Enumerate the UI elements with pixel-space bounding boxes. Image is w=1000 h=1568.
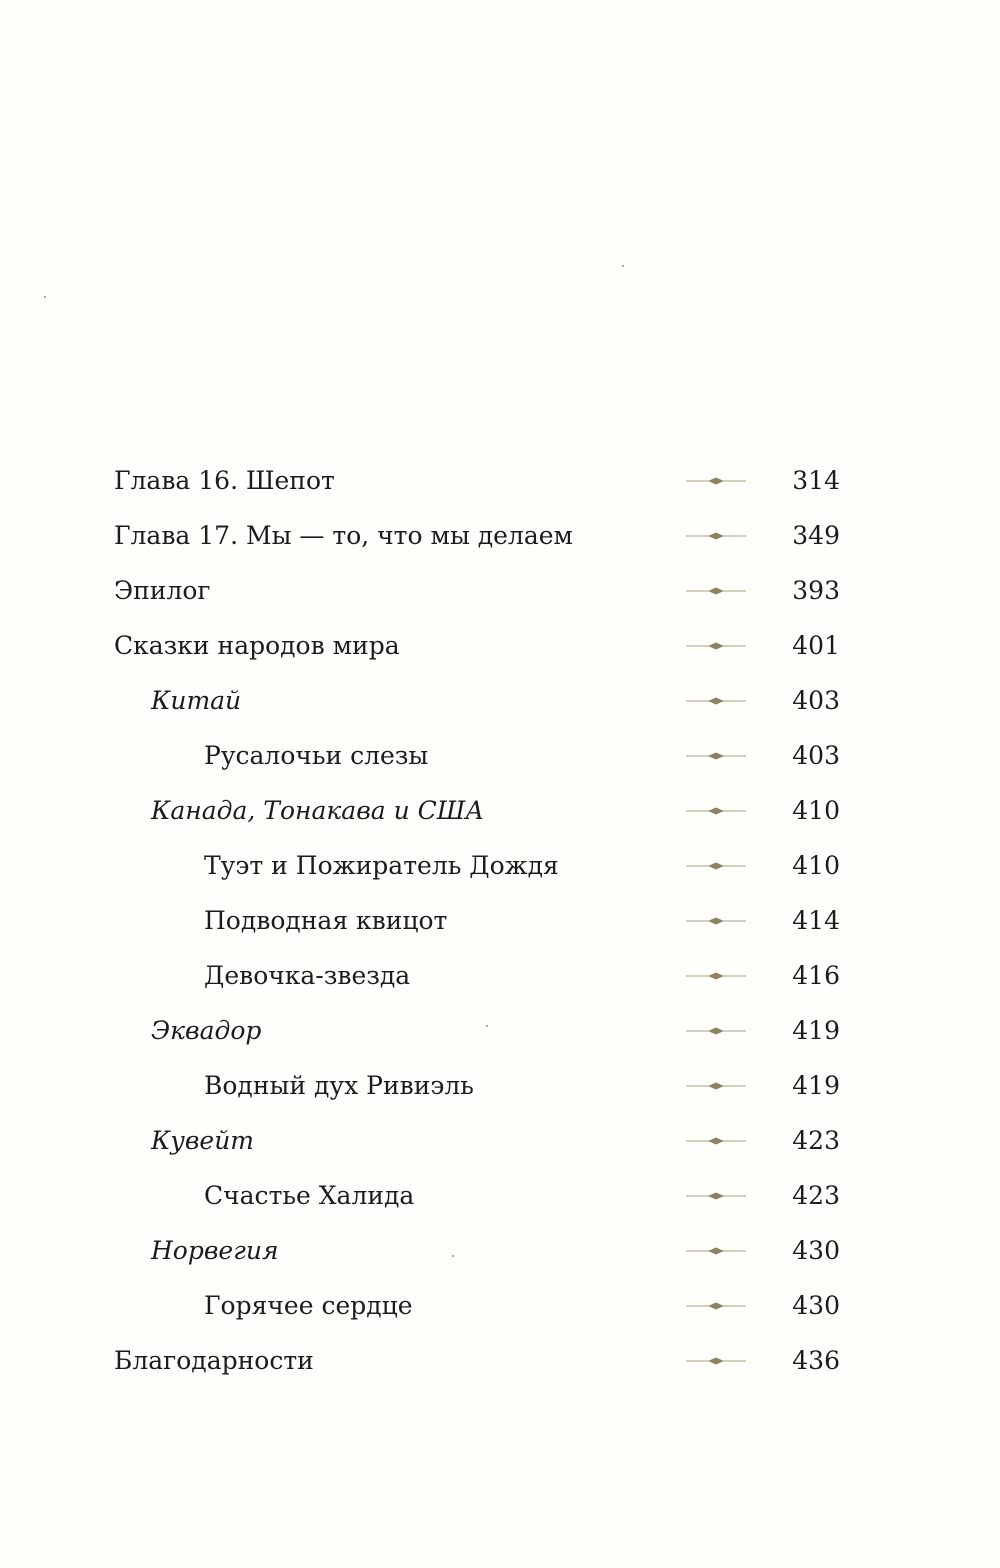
toc-entry-page-number: 436 (792, 1346, 840, 1375)
diamond-flourish-icon (686, 751, 746, 761)
toc-entry-page-number: 393 (792, 576, 840, 605)
toc-entry-page-number: 416 (792, 961, 840, 990)
toc-entry-page-number: 423 (792, 1181, 840, 1210)
diamond-flourish-icon (686, 641, 746, 651)
diamond-flourish-icon (686, 861, 746, 871)
toc-entry-page-number: 419 (792, 1071, 840, 1100)
toc-entry[interactable] (0, 1280, 1000, 1335)
toc-entry-title: Эпилог (114, 576, 211, 605)
toc-entry-title: Русалочьи слезы (204, 741, 429, 770)
toc-entry-page-number: 314 (792, 466, 840, 495)
toc-entry[interactable] (0, 950, 1000, 1005)
table-of-contents (0, 455, 1000, 1390)
toc-entry-page-number: 410 (792, 796, 840, 825)
diamond-flourish-icon (686, 1246, 746, 1256)
diamond-flourish-icon (686, 531, 746, 541)
toc-entry-title: Кувейт (151, 1126, 255, 1155)
toc-entry-title: Девочка-звезда (204, 961, 411, 990)
toc-entry-page-number: 419 (792, 1016, 840, 1045)
toc-entry-title: Подводная квицот (204, 906, 448, 935)
diamond-flourish-icon (686, 916, 746, 926)
toc-entry[interactable] (0, 730, 1000, 785)
toc-entry[interactable] (0, 1170, 1000, 1225)
toc-entry[interactable] (0, 1335, 1000, 1390)
paper-speck (44, 296, 46, 298)
toc-entry-page-number: 403 (792, 686, 840, 715)
toc-entry-title: Глава 17. Мы — то, что мы делаем (114, 521, 573, 550)
toc-entry[interactable] (0, 840, 1000, 895)
toc-entry-page-number: 410 (792, 851, 840, 880)
toc-entry-page-number: 423 (792, 1126, 840, 1155)
toc-entry[interactable] (0, 565, 1000, 620)
toc-entry-title: Норвегия (151, 1236, 279, 1265)
diamond-flourish-icon (686, 806, 746, 816)
toc-entry-page-number: 414 (792, 906, 840, 935)
toc-entry[interactable] (0, 1005, 1000, 1060)
toc-entry[interactable] (0, 1115, 1000, 1170)
diamond-flourish-icon (686, 586, 746, 596)
toc-entry-title: Благодарности (114, 1346, 314, 1375)
toc-entry[interactable] (0, 510, 1000, 565)
toc-entry-title: Эквадор (151, 1016, 262, 1045)
toc-entry-title: Счастье Халида (204, 1181, 415, 1210)
toc-entry-page-number: 401 (792, 631, 840, 660)
toc-entry-title: Китай (151, 686, 242, 715)
toc-entry-title: Туэт и Пожиратель Дождя (204, 851, 559, 880)
toc-entry[interactable] (0, 1225, 1000, 1280)
toc-entry-page-number: 430 (792, 1236, 840, 1265)
paper-speck (622, 265, 624, 267)
toc-entry-title: Глава 16. Шепот (114, 466, 335, 495)
diamond-flourish-icon (686, 1136, 746, 1146)
diamond-flourish-icon (686, 1026, 746, 1036)
toc-entry[interactable] (0, 1060, 1000, 1115)
diamond-flourish-icon (686, 1191, 746, 1201)
toc-entry[interactable] (0, 675, 1000, 730)
toc-entry-page-number: 430 (792, 1291, 840, 1320)
diamond-flourish-icon (686, 971, 746, 981)
diamond-flourish-icon (686, 1356, 746, 1366)
toc-entry-title: Канада, Тонакава и США (151, 796, 485, 825)
toc-entry[interactable] (0, 455, 1000, 510)
diamond-flourish-icon (686, 1081, 746, 1091)
toc-entry[interactable] (0, 620, 1000, 675)
toc-entry-title: Сказки народов мира (114, 631, 400, 660)
diamond-flourish-icon (686, 1301, 746, 1311)
toc-entry[interactable] (0, 785, 1000, 840)
toc-entry-page-number: 349 (792, 521, 840, 550)
toc-entry-page-number: 403 (792, 741, 840, 770)
diamond-flourish-icon (686, 476, 746, 486)
toc-entry[interactable] (0, 895, 1000, 950)
diamond-flourish-icon (686, 696, 746, 706)
toc-entry-title: Водный дух Ривиэль (204, 1071, 474, 1100)
toc-entry-title: Горячее сердце (204, 1291, 413, 1320)
